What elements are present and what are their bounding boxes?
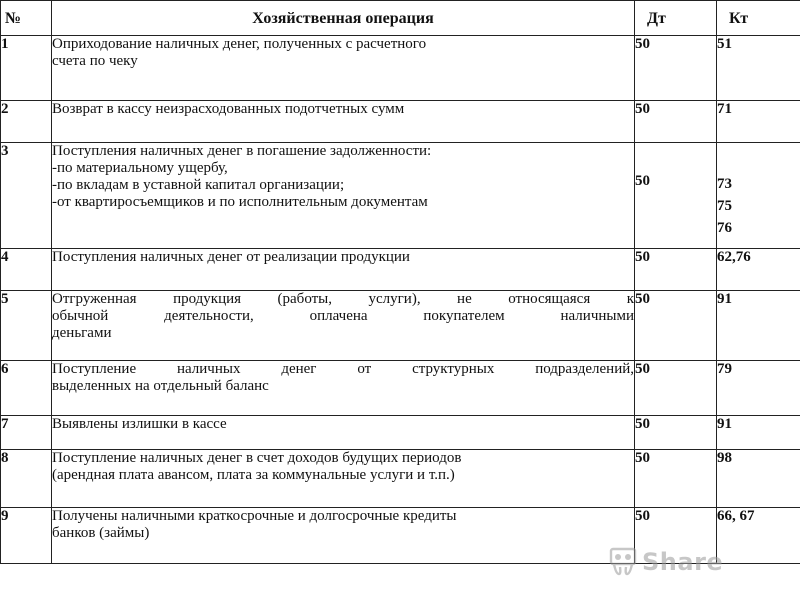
watermark-text: Share bbox=[642, 548, 724, 576]
row-number: 9 bbox=[1, 508, 52, 564]
row-number: 5 bbox=[1, 291, 52, 361]
operation-description bbox=[52, 361, 635, 416]
debit-account: 50 bbox=[635, 416, 717, 450]
operation-line: (арендная плата авансом, плата за коммунальные услуги и т.п.) bbox=[52, 467, 455, 483]
operation-description bbox=[52, 450, 635, 508]
header-num: № bbox=[1, 1, 52, 36]
table-body bbox=[1, 36, 800, 564]
credit-account-value: 91 bbox=[717, 291, 732, 307]
credit-account-value: 79 bbox=[717, 361, 732, 377]
debit-account: 50 bbox=[635, 508, 717, 564]
credit-account bbox=[717, 416, 800, 450]
credit-account-value: 91 bbox=[717, 416, 732, 432]
operation-line: -по материальному ущербу, bbox=[52, 160, 228, 176]
debit-account: 50 bbox=[635, 291, 717, 361]
header-debit: Дт bbox=[635, 1, 717, 36]
operation-description bbox=[52, 416, 635, 450]
header-credit: Кт bbox=[717, 1, 800, 36]
row-number: 1 bbox=[1, 36, 52, 101]
table-row bbox=[1, 143, 800, 249]
operation-line: Выявлены излишки в кассе bbox=[52, 416, 227, 432]
operation-line: Поступления наличных денег от реализации продукции bbox=[52, 249, 410, 265]
table-row bbox=[1, 361, 800, 416]
operation-description bbox=[52, 291, 635, 361]
operation-line: Поступления наличных денег в погашение задолженности: bbox=[52, 143, 432, 159]
row-number: 7 bbox=[1, 416, 52, 450]
credit-account bbox=[717, 36, 800, 101]
operation-line: счета по чеку bbox=[52, 53, 138, 69]
operation-description bbox=[52, 101, 635, 143]
credit-account bbox=[717, 249, 800, 291]
debit-account: 50 bbox=[635, 361, 717, 416]
operation-description bbox=[52, 143, 635, 249]
operation-line: Возврат в кассу неизрасходованных подотчетных сумм bbox=[52, 101, 405, 117]
debit-account: 50 bbox=[635, 143, 717, 249]
operation-line: деньгами bbox=[52, 325, 112, 341]
operation-line: Получены наличными краткосрочные и долгосрочные кредиты bbox=[52, 508, 457, 524]
operation-line: Поступление наличных денег от структурных подразделений, bbox=[52, 361, 634, 377]
debit-account: 50 bbox=[635, 249, 717, 291]
operation-line: -по вкладам в уставной капитал организации; bbox=[52, 177, 345, 193]
row-number: 3 bbox=[1, 143, 52, 249]
credit-account-value: 98 bbox=[717, 450, 732, 466]
credit-account-value: 71 bbox=[717, 101, 732, 117]
operation-line: Отгруженная продукция (работы, услуги), не относящаяся к bbox=[52, 291, 634, 307]
row-number: 4 bbox=[1, 249, 52, 291]
table-row bbox=[1, 508, 800, 564]
table-row bbox=[1, 291, 800, 361]
operation-description bbox=[52, 249, 635, 291]
operation-line: Оприходование наличных денег, полученных с расчетного bbox=[52, 36, 427, 52]
credit-account-value: 51 bbox=[717, 36, 732, 52]
table-header-row bbox=[1, 1, 800, 36]
operation-line: -от квартиросъемщиков и по исполнительным документам bbox=[52, 194, 428, 210]
table-row bbox=[1, 416, 800, 450]
table-row bbox=[1, 101, 800, 143]
credit-account bbox=[717, 143, 800, 249]
debit-account: 50 bbox=[635, 36, 717, 101]
debit-account: 50 bbox=[635, 101, 717, 143]
credit-account-value: 75 bbox=[717, 198, 732, 214]
credit-account bbox=[717, 450, 800, 508]
credit-account-value: 73 bbox=[717, 176, 732, 192]
operation-line: обычной деятельности, оплачена покупателем наличными bbox=[52, 308, 634, 324]
debit-account: 50 bbox=[635, 450, 717, 508]
operation-line: Поступление наличных денег в счет доходов будущих периодов bbox=[52, 450, 462, 466]
credit-account bbox=[717, 291, 800, 361]
table-row bbox=[1, 36, 800, 101]
operation-description bbox=[52, 36, 635, 101]
credit-account-value: 76 bbox=[717, 220, 732, 236]
table-row bbox=[1, 450, 800, 508]
operation-line: выделенных на отдельный баланс bbox=[52, 378, 269, 394]
row-number: 2 bbox=[1, 101, 52, 143]
credit-account bbox=[717, 508, 800, 564]
operation-line: банков (займы) bbox=[52, 525, 150, 541]
operation-description bbox=[52, 508, 635, 564]
row-number: 6 bbox=[1, 361, 52, 416]
credit-account-value: 66, 67 bbox=[717, 508, 755, 524]
credit-account bbox=[717, 361, 800, 416]
row-number: 8 bbox=[1, 450, 52, 508]
credit-account bbox=[717, 101, 800, 143]
table-row bbox=[1, 249, 800, 291]
header-operation: Хозяйственная операция bbox=[52, 1, 635, 36]
credit-account-value: 62,76 bbox=[717, 249, 751, 265]
